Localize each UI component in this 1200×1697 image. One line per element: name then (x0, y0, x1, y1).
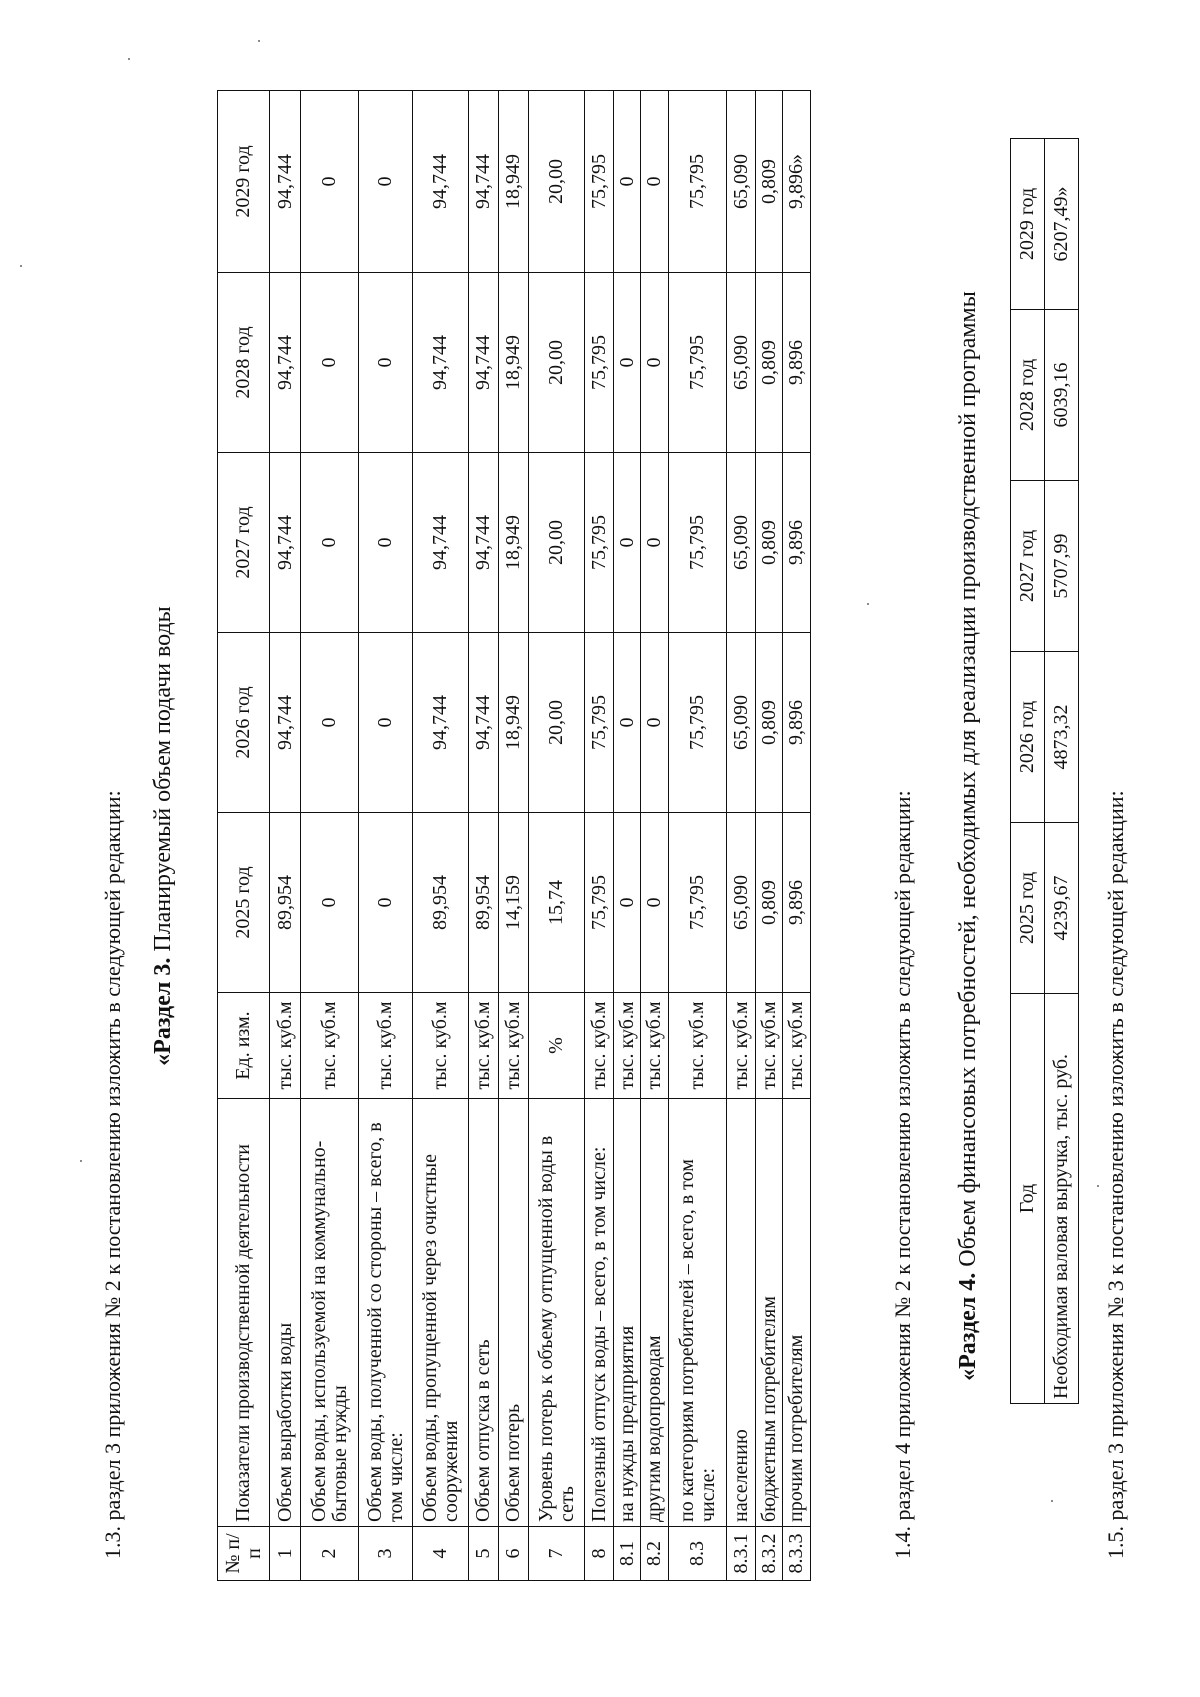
section-3-title-text: Планируемый объем подачи воды (150, 606, 176, 952)
cell-2027: 18,949 (499, 453, 529, 633)
row-name: на нужды предприятия (614, 1099, 641, 1527)
cell-2025: 14,159 (499, 813, 529, 993)
header-2029: 2029 год (218, 91, 270, 273)
row-num: 6 (499, 1527, 529, 1581)
cell-2028: 75,795 (669, 273, 727, 453)
header-indicator: Показатели производственной деятельности (218, 1099, 270, 1527)
row-num: 4 (413, 1527, 469, 1581)
row-unit: тыс. куб.м (585, 993, 614, 1099)
paragraph-1-4: 1.4. раздел 4 приложения № 2 к постановлению изложить в следующей редакции: (890, 790, 915, 1559)
table-header-row (1011, 139, 1045, 1404)
cell-2025: 65,090 (727, 813, 756, 993)
cell-2028: 0 (301, 273, 359, 453)
row-name: населению (727, 1099, 756, 1527)
cell-2027: 5707,99 (1045, 481, 1079, 652)
cell-2027: 94,744 (270, 453, 301, 633)
row-name: Полезный отпуск воды – всего, в том числе: (585, 1099, 614, 1527)
cell-2026: 0 (359, 633, 413, 813)
cell-2026: 75,795 (669, 633, 727, 813)
cell-2026: 0,809 (756, 633, 783, 813)
header-2026: 2026 год (1011, 652, 1045, 823)
cell-2026: 0 (614, 633, 641, 813)
row-name: Объем выработки воды (270, 1099, 301, 1527)
header-2029: 2029 год (1011, 139, 1045, 310)
header-num: № п/п (218, 1527, 270, 1581)
row-unit: тыс. куб.м (413, 993, 469, 1099)
row-num: 8.3.2 (756, 1527, 783, 1581)
cell-2027: 75,795 (585, 453, 614, 633)
scan-speck (128, 58, 130, 60)
cell-2025: 0 (614, 813, 641, 993)
cell-2025: 0 (641, 813, 669, 993)
table-row (756, 91, 783, 1581)
cell-2028: 94,744 (469, 273, 499, 453)
row-name: Объем отпуска в сеть (469, 1099, 499, 1527)
cell-2026: 65,090 (727, 633, 756, 813)
cell-2028: 0,809 (756, 273, 783, 453)
cell-2026: 18,949 (499, 633, 529, 813)
cell-2028: 20,00 (529, 273, 585, 453)
table-row (585, 91, 614, 1581)
cell-2029: 0 (359, 91, 413, 273)
row-name: Объем воды, полученной со стороны – всего, в том числе: (359, 1099, 413, 1527)
row-num: 8.2 (641, 1527, 669, 1581)
scan-speck (258, 40, 260, 42)
cell-2029: 9,896» (783, 91, 811, 273)
cell-2029: 6207,49» (1045, 139, 1079, 310)
cell-2025: 15,74 (529, 813, 585, 993)
cell-2027: 0 (359, 453, 413, 633)
section-3-table (217, 90, 811, 1581)
cell-2027: 75,795 (669, 453, 727, 633)
row-unit: тыс. куб.м (783, 993, 811, 1099)
cell-2027: 20,00 (529, 453, 585, 633)
cell-2027: 0 (641, 453, 669, 633)
cell-2027: 65,090 (727, 453, 756, 633)
header-2026: 2026 год (218, 633, 270, 813)
cell-2029: 0 (614, 91, 641, 273)
cell-2026: 0 (641, 633, 669, 813)
cell-2029: 94,744 (270, 91, 301, 273)
row-name: прочим потребителям (783, 1099, 811, 1527)
cell-2029: 94,744 (469, 91, 499, 273)
table-row (359, 91, 413, 1581)
cell-2029: 0 (301, 91, 359, 273)
cell-2029: 65,090 (727, 91, 756, 273)
cell-2025: 75,795 (585, 813, 614, 993)
row-num: 8.3.1 (727, 1527, 756, 1581)
row-label: Необходимая валовая выручка, тыс. руб. (1045, 994, 1079, 1404)
cell-2025: 75,795 (669, 813, 727, 993)
scan-speck (1051, 1500, 1053, 1502)
row-unit: тыс. куб.м (499, 993, 529, 1099)
cell-2029: 75,795 (585, 91, 614, 273)
paragraph-1-5: 1.5. раздел 3 приложения № 3 к постановлению изложить в следующей редакции: (1103, 790, 1128, 1559)
paragraph-1-3: 1.3. раздел 3 приложения № 2 к постановлению изложить в следующей редакции: (100, 790, 125, 1559)
cell-2028: 6039,16 (1045, 310, 1079, 481)
row-name: Объем воды, пропущенной через очистные сооружения (413, 1099, 469, 1527)
row-name: другим водопроводам (641, 1099, 669, 1527)
cell-2026: 4873,32 (1045, 652, 1079, 823)
header-2025: 2025 год (1011, 823, 1045, 994)
table-row (301, 91, 359, 1581)
cell-2028: 9,896 (783, 273, 811, 453)
row-unit: % (529, 993, 585, 1099)
row-unit: тыс. куб.м (270, 993, 301, 1099)
cell-2029: 0 (641, 91, 669, 273)
row-unit: тыс. куб.м (756, 993, 783, 1099)
row-num: 1 (270, 1527, 301, 1581)
row-num: 8 (585, 1527, 614, 1581)
cell-2027: 0 (301, 453, 359, 633)
row-name: по категориям потребителей – всего, в том числе: (669, 1099, 727, 1527)
cell-2028: 94,744 (413, 273, 469, 453)
header-year: Год (1011, 994, 1045, 1404)
row-unit: тыс. куб.м (359, 993, 413, 1099)
row-num: 8.1 (614, 1527, 641, 1581)
table-header-row (218, 91, 270, 1581)
cell-2025: 4239,67 (1045, 823, 1079, 994)
table-row (529, 91, 585, 1581)
table-row (669, 91, 727, 1581)
cell-2028: 94,744 (270, 273, 301, 453)
cell-2026: 94,744 (469, 633, 499, 813)
cell-2027: 94,744 (413, 453, 469, 633)
cell-2028: 0 (359, 273, 413, 453)
table-row (413, 91, 469, 1581)
cell-2025: 0 (301, 813, 359, 993)
header-2027: 2027 год (218, 453, 270, 633)
scan-speck (1097, 1185, 1099, 1187)
row-unit: тыс. куб.м (727, 993, 756, 1099)
cell-2029: 18,949 (499, 91, 529, 273)
table-row (614, 91, 641, 1581)
row-name: Объем потерь (499, 1099, 529, 1527)
table-row (469, 91, 499, 1581)
cell-2027: 0 (614, 453, 641, 633)
row-unit: тыс. куб.м (614, 993, 641, 1099)
cell-2028: 65,090 (727, 273, 756, 453)
cell-2026: 75,795 (585, 633, 614, 813)
cell-2029: 20,00 (529, 91, 585, 273)
cell-2025: 89,954 (270, 813, 301, 993)
cell-2028: 75,795 (585, 273, 614, 453)
section-4-table (1010, 138, 1079, 1404)
row-num: 2 (301, 1527, 359, 1581)
cell-2027: 9,896 (783, 453, 811, 633)
scan-speck (867, 603, 869, 605)
table-row (499, 91, 529, 1581)
header-unit: Ед. изм. (218, 993, 270, 1099)
cell-2028: 0 (614, 273, 641, 453)
row-name: Объем воды, используемой на коммунально-бытовые нужды (301, 1099, 359, 1527)
section-3-title-bold: «Раздел 3. (150, 957, 176, 1066)
section-4-title (955, 91, 982, 1581)
header-2025: 2025 год (218, 813, 270, 993)
row-num: 7 (529, 1527, 585, 1581)
cell-2028: 0 (641, 273, 669, 453)
cell-2025: 89,954 (413, 813, 469, 993)
header-2028: 2028 год (218, 273, 270, 453)
cell-2026: 9,896 (783, 633, 811, 813)
cell-2027: 94,744 (469, 453, 499, 633)
table-row (783, 91, 811, 1581)
header-2027: 2027 год (1011, 481, 1045, 652)
cell-2026: 0 (301, 633, 359, 813)
row-name: бюджетным потребителям (756, 1099, 783, 1527)
section-4-title-bold: «Раздел 4. (955, 1272, 981, 1381)
row-unit: тыс. куб.м (301, 993, 359, 1099)
section-4-title-text: Объем финансовых потребностей, необходимых для реализации производственной программы (955, 291, 981, 1267)
section-3-title (150, 91, 177, 1581)
table-row (1045, 139, 1079, 1404)
scan-speck (80, 1160, 82, 1162)
cell-2029: 75,795 (669, 91, 727, 273)
cell-2028: 18,949 (499, 273, 529, 453)
cell-2026: 20,00 (529, 633, 585, 813)
row-num: 5 (469, 1527, 499, 1581)
row-unit: тыс. куб.м (469, 993, 499, 1099)
row-unit: тыс. куб.м (669, 993, 727, 1099)
table-row (727, 91, 756, 1581)
table-row (641, 91, 669, 1581)
cell-2025: 9,896 (783, 813, 811, 993)
cell-2029: 0,809 (756, 91, 783, 273)
cell-2025: 0 (359, 813, 413, 993)
row-num: 8.3.3 (783, 1527, 811, 1581)
cell-2025: 0,809 (756, 813, 783, 993)
row-num: 3 (359, 1527, 413, 1581)
cell-2026: 94,744 (413, 633, 469, 813)
scan-speck (20, 265, 22, 267)
row-name: Уровень потерь к объему отпущенной воды в сеть (529, 1099, 585, 1527)
cell-2025: 89,954 (469, 813, 499, 993)
cell-2026: 94,744 (270, 633, 301, 813)
table-row (270, 91, 301, 1581)
cell-2027: 0,809 (756, 453, 783, 633)
header-2028: 2028 год (1011, 310, 1045, 481)
row-num: 8.3 (669, 1527, 727, 1581)
cell-2029: 94,744 (413, 91, 469, 273)
row-unit: тыс. куб.м (641, 993, 669, 1099)
